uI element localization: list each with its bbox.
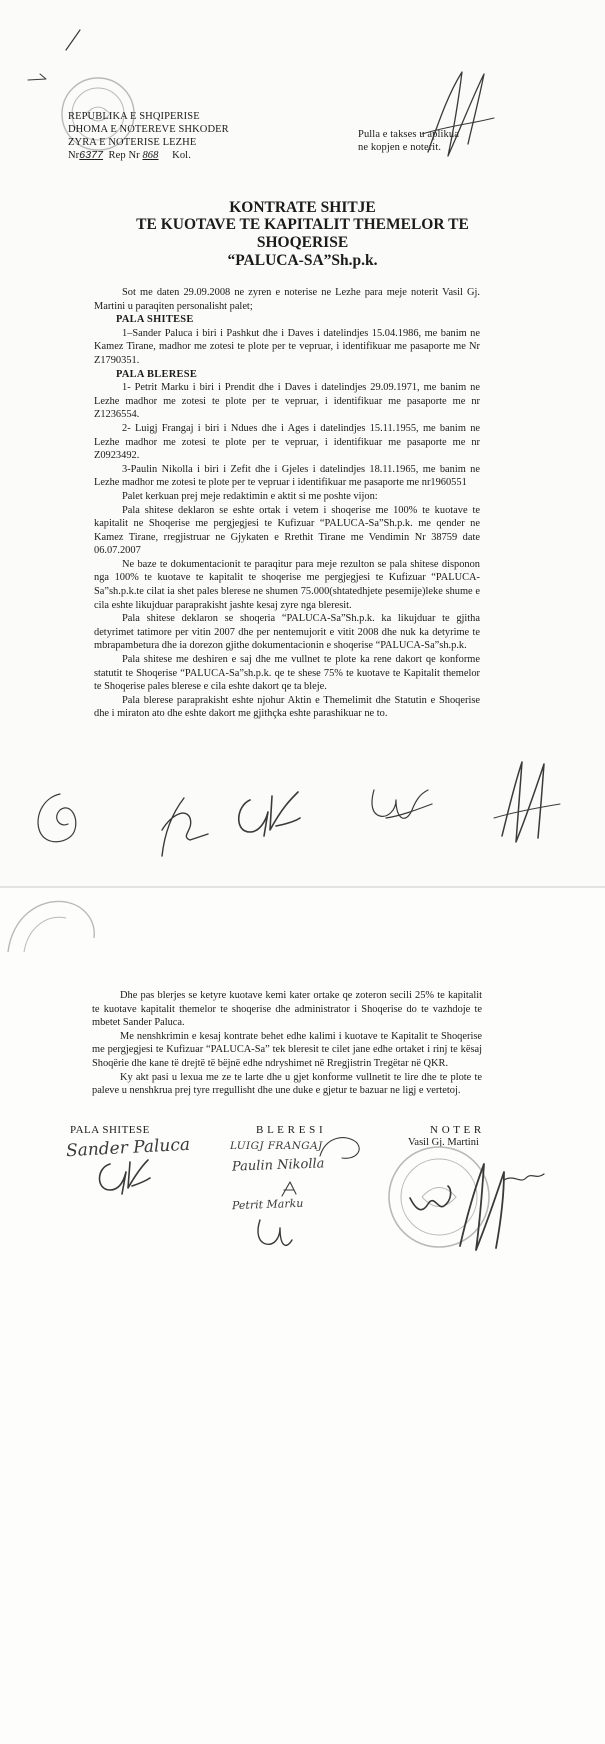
buyer-3: 3-Paulin Nikolla i biri i Zefit dhe i Gjeles i datelindjes 18.11.1965, me banim ne Lezhe madhor me zotesi te plote per te vepruar i identifikuar me pasaporte me nr1960551 — [94, 463, 480, 489]
buyer-informed-paragraph: Pala blerese paraprakisht eshte njohur Aktin e Themelimit dhe Statutin e Shoqerise dhe i miraton ato dhe eshte dakort me gjithçka eshte parashikuar ne to. — [94, 694, 480, 720]
scan-mark-icon — [62, 26, 92, 56]
repertory-number: 868 — [142, 150, 159, 161]
contract-title-line1: KONTRATE SHITJE — [229, 199, 376, 216]
obligations-paragraph: Pala shitese deklaron se shoqeria “PALUCA-Sa”Sh.p.k. ka likujduar te gjitha detyrimet tatimore per vitin 2007 dhe per nentemujorit e vitit 2008 dhe nuk ka detyrime te mbrapambetura dhe ia dorezon gjithe dokumentacionin e shoqerise “PALUCA-Sa”sh.p.k. — [94, 613, 480, 652]
notary-signature-page1 — [488, 752, 568, 852]
contract-body — [94, 286, 480, 721]
header-republic: REPUBLIKA E SHQIPERISE — [68, 111, 200, 122]
notary-name: Vasil Gj. Martini — [408, 1137, 479, 1148]
contract-title-company: “PALUCA-SA”Sh.p.k. — [227, 252, 378, 269]
notary-label: N O T E R — [430, 1124, 482, 1136]
seller-1: 1–Sander Paluca i biri i Pashkut dhe i Daves i datelindjes 15.04.1986, me banim ne Kamez Tirane, madhor me zotesi te plote per te vepruar, i identifikuar me pasaporte me Nr Z1790351. — [94, 327, 480, 366]
documentation-paragraph: Ne baze te dokumentacionit te paraqitur para meje rezulton se pala shitese disponon nga 100% te kuotave te kapitalit te shoqerise me pergjegjesi te Kufizuar “PALUCA-Sa”sh.p.k.te cilat ia shet pales blerese ne shumen 75.000(shtatedhjete pesemije)leke shume e cila eshte likujduar paraprakisht jashte kesaj zyre nga bleresit. — [94, 558, 480, 611]
page2-body — [92, 989, 482, 1098]
buyer-petrit-handwritten: Petrit Marku — [231, 1196, 304, 1213]
closing-paragraph: Ky akt pasi u lexua me ze te larte dhe u gjet konforme vullnetit te lire dhe te plote te paleve u nenshkrua prej tyre rregullisht dhe une duke e gjetur te bazuar ne ligj e vertetoj. — [92, 1071, 482, 1097]
buyers-label: B L E R E S I — [256, 1124, 324, 1136]
contract-title-line2: TE KUOTAVE TE KAPITALIT THEMELOR TE — [136, 216, 469, 233]
initials-signature-1 — [30, 788, 90, 850]
signing-paragraph: Me nenshkrimin e kesaj kontrate behet edhe kalimi i kuotave te Kapitalit te Shoqerise me pergjegjesi te Kufizuar “PALUCA-Sa” tek bleresit te cilet jane edhe ortaket i rinj te kësaj Shoqërie dhe kane të drejtë të bëjnë edhe ndryshimet në Rregjistrin Tregëtar në QKR. — [92, 1030, 482, 1069]
agreement-paragraph: Pala shitese me deshiren e saj dhe me vullnet te plote ka rene dakort qe konforme statutit te Shoqerise “PALUCA-Sa”sh.p.k. qe te shese 75% te kuotave te Kapitalit themelor te Shoqerise pales blerese e cila eshte dakort qe ta bleje. — [94, 654, 480, 693]
partners-paragraph: Dhe pas blerjes se ketyre kuotave kemi kater ortake qe zoteron secili 25% te kapitalit te kuotave kapitalit themelor te shoqerise dhe administrator i Shoqerise do te vazhdoje te mbetet Sander Paluca. — [92, 990, 482, 1029]
header-office: ZYRA E NOTERISE LEZHE — [68, 137, 197, 148]
header-registry-line: Nr6377 Rep Nr 868 Kol. — [68, 149, 191, 161]
buyer-petrit-signature — [254, 1214, 298, 1254]
notary-seal-page2-icon — [2, 892, 98, 962]
seller-label: PALA SHITESE — [70, 1124, 150, 1136]
notary-signature-page2 — [404, 1150, 554, 1260]
contract-title-line3: SHOQERISE — [256, 234, 349, 251]
buyer-signature-page1 — [366, 780, 446, 830]
tax-stamp-note: Pulla e takses u aplikua ne kopjen e noterit. — [358, 129, 459, 153]
seller-signature-page2 — [92, 1156, 152, 1198]
contract-page-2 — [0, 888, 605, 1744]
notary-office-header — [68, 110, 229, 162]
notary-signature-top — [418, 64, 498, 164]
declaration-paragraph: Pala shitese deklaron se eshte ortak i vetem i shoqerise me 100% te kuotave te kapitalit ne Shoqerise me pergjegjesi te Kufizuar “PALUCA-Sa”Sh.p.k. me qender ne Kamez Tirane, rregjistruar ne Gjykaten e Rrethit Tirane me Vendimin Nr 38759 date 06.07.2007 — [94, 504, 480, 557]
seller-handwritten-name: Sander Paluca — [65, 1134, 191, 1162]
request-paragraph: Palet kerkuan prej meje redaktimin e aktit si me poshte vijon: — [122, 490, 378, 502]
buyers-heading: PALA BLERESE — [116, 368, 198, 380]
buyer-2: 2- Luigj Frangaj i biri i Ndues dhe i Ages i datelindjes 15.11.1955, me banim ne Lezhe madhor me zotesi te plote per te vepruar, i identifikuar me pasaporte me nr Z0923492. — [94, 422, 480, 462]
buyer-1: 1- Petrit Marku i biri i Prendit dhe i Daves i datelindjes 29.09.1971, me banim ne Lezhe madhor me zotesi te plote per te vepruar, i identifikuar me pasaporte me nr Z1236554. — [94, 382, 480, 421]
seller-initials-page1 — [228, 786, 308, 842]
buyer-luigj-handwritten: LUIGJ FRANGAJ — [230, 1140, 323, 1152]
registry-number: 6377 — [79, 149, 104, 161]
intro-paragraph: Sot me daten 29.09.2008 ne zyren e noterise ne Lezhe para meje noterit Vasil Gj. Martini u paraqiten personalisht palet; — [94, 287, 480, 312]
tick-mark-icon — [26, 72, 62, 86]
header-chamber: DHOMA E NOTEREVE SHKODER — [68, 124, 229, 135]
sellers-heading: PALA SHITESE — [116, 314, 194, 326]
buyer-paulin-handwritten: Paulin Nikolla — [231, 1156, 325, 1175]
